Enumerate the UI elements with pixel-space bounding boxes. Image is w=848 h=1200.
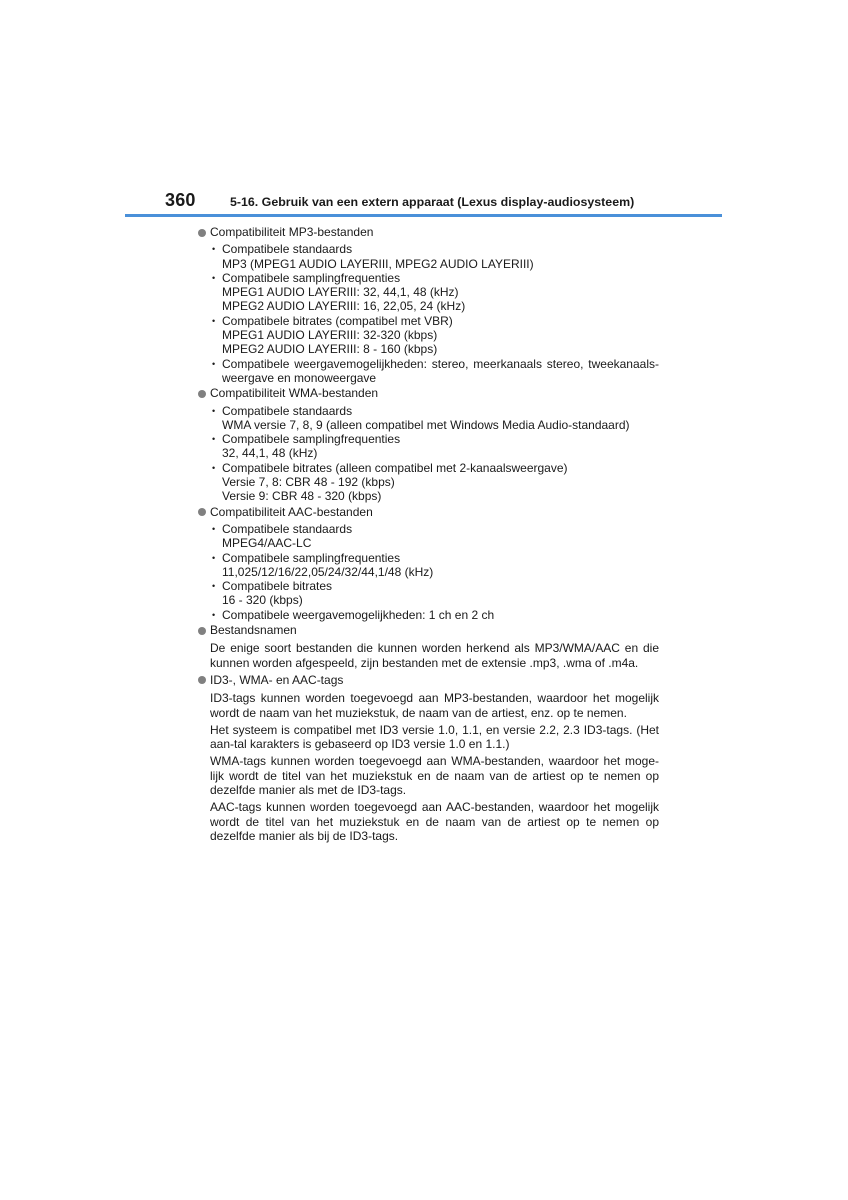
small-bullet-icon: •	[212, 609, 216, 620]
circle-bullet-icon	[198, 390, 206, 398]
item-value: MPEG2 AUDIO LAYERIII: 16, 22,05, 24 (kHz)	[222, 299, 466, 314]
list-item	[212, 460, 659, 504]
item-value: Versie 7, 8: CBR 48 - 192 (kbps)	[222, 475, 395, 490]
item-label: Compatibele standaards	[222, 242, 353, 257]
item-value: 11,025/12/16/22,05/24/32/44,1/48 (kHz)	[222, 564, 434, 579]
item-label: Compatibele weergavemogelijkheden: stereo, meerkanaals stereo, tweekanaals-weergave en monoweergave	[222, 356, 659, 385]
chapter-title: 5-16. Gebruik van een extern apparaat (Lexus display-audiosysteem)	[230, 195, 635, 209]
page-number: 360	[165, 190, 196, 210]
list-item	[212, 403, 659, 433]
small-bullet-icon: •	[212, 315, 216, 326]
item-value: MPEG1 AUDIO LAYERIII: 32-320 (kbps)	[222, 328, 438, 343]
item-label: Compatibele standaards	[222, 403, 353, 418]
item-label: Compatibele bitrates	[222, 579, 333, 594]
circle-bullet-icon	[198, 229, 206, 237]
item-value: Versie 9: CBR 48 - 320 (kbps)	[222, 489, 382, 504]
section-tags	[197, 673, 659, 843]
item-label: Compatibele weergavemogelijkheden: 1 ch en 2 ch	[222, 607, 495, 622]
paragraph: ID3-tags kunnen worden toegevoegd aan MP3-bestanden, waardoor het mogelijk wordt de naam van het muziekstuk, de naam van de artiest, enz. op te nemen.	[210, 691, 659, 720]
section-title: Compatibiliteit AAC-bestanden	[210, 504, 373, 519]
item-value: MPEG4/AAC-LC	[222, 536, 312, 551]
item-label: Compatibele samplingfrequenties	[222, 432, 401, 447]
section-title: Compatibiliteit WMA-bestanden	[210, 386, 379, 401]
circle-bullet-icon	[198, 627, 206, 635]
small-bullet-icon: •	[212, 405, 216, 416]
list-item	[212, 270, 659, 314]
item-label: Compatibele bitrates (alleen compatibel met 2-kanaalsweergave)	[222, 460, 568, 475]
circle-bullet-icon	[198, 676, 206, 684]
section-mp3	[197, 225, 659, 385]
small-bullet-icon: •	[212, 462, 216, 473]
list-item	[212, 313, 659, 357]
section-file-names	[197, 623, 659, 670]
item-label: Compatibele samplingfrequenties	[222, 270, 401, 285]
section-aac	[197, 505, 659, 622]
list-item	[212, 550, 659, 580]
section-wma	[197, 386, 659, 503]
item-value: MPEG1 AUDIO LAYERIII: 32, 44,1, 48 (kHz)	[222, 285, 459, 300]
sub-list	[210, 242, 659, 385]
section-title: Bestandsnamen	[210, 623, 297, 638]
item-label: Compatibele standaards	[222, 521, 353, 536]
paragraph: De enige soort bestanden die kunnen worden herkend als MP3/WMA/AAC en die kunnen worden afgespeeld, zijn bestanden met de extensie .mp3, .wma of .m4a.	[210, 641, 659, 670]
circle-bullet-icon	[198, 508, 206, 516]
small-bullet-icon: •	[212, 434, 216, 445]
item-value: MP3 (MPEG1 AUDIO LAYERIII, MPEG2 AUDIO LAYERIII)	[222, 256, 534, 271]
page-content	[197, 225, 659, 846]
small-bullet-icon: •	[212, 244, 216, 255]
section-title: Compatibiliteit MP3-bestanden	[210, 225, 374, 239]
paragraph: Het systeem is compatibel met ID3 versie 1.0, 1.1, en versie 2.2, 2.3 ID3-tags. (Het aan-tal karakters is gebaseerd op ID3 versie 1.0 en 1.1.)	[210, 722, 659, 752]
small-bullet-icon: •	[212, 581, 216, 592]
header-rule	[125, 214, 722, 217]
item-value: MPEG2 AUDIO LAYERIII: 8 - 160 (kbps)	[222, 342, 438, 357]
list-item	[212, 521, 659, 551]
small-bullet-icon: •	[212, 552, 216, 563]
list-item	[212, 432, 659, 461]
item-value: 32, 44,1, 48 (kHz)	[222, 446, 318, 461]
item-value: WMA versie 7, 8, 9 (alleen compatibel met Windows Media Audio-standaard)	[222, 417, 630, 432]
sub-list	[210, 522, 659, 622]
item-value: 16 - 320 (kbps)	[222, 593, 303, 608]
item-label: Compatibele bitrates (compatibel met VBR)	[222, 313, 453, 328]
list-item	[212, 607, 659, 622]
small-bullet-icon: •	[212, 358, 216, 369]
paragraph: WMA-tags kunnen worden toegevoegd aan WMA-bestanden, waardoor het moge-lijk wordt de titel van het muziekstuk en de naam van de artiest op te nemen op dezelfde manier als met de ID3-tags.	[210, 754, 659, 797]
paragraph: AAC-tags kunnen worden toegevoegd aan AAC-bestanden, waardoor het mogelijk wordt de titel van het muziekstuk en de naam van de artiest op te nemen op dezelfde manier als bij de ID3-tags.	[210, 800, 659, 843]
list-item	[212, 356, 659, 386]
list-item	[212, 579, 659, 608]
section-title: ID3-, WMA- en AAC-tags	[210, 672, 344, 687]
small-bullet-icon: •	[212, 272, 216, 283]
list-item	[212, 242, 659, 271]
item-label: Compatibele samplingfrequenties	[222, 550, 401, 565]
small-bullet-icon: •	[212, 523, 216, 534]
sub-list	[210, 404, 659, 504]
